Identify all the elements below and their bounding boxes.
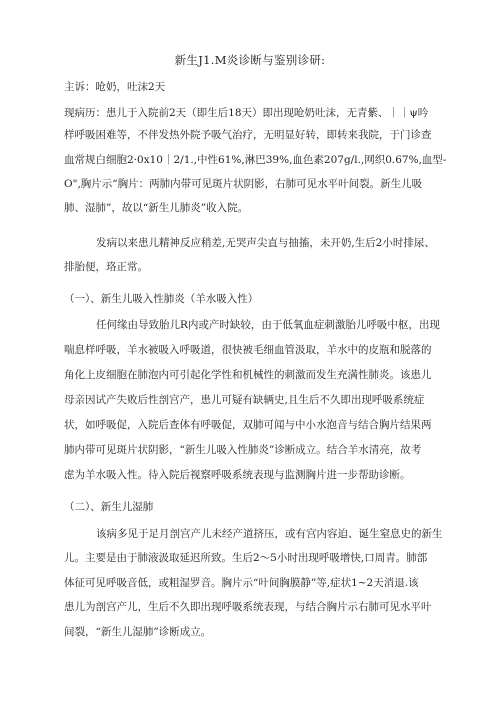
section2-line: 该病多见于足月剖宫产儿未经产道挤压，或有宫内容迫、诞生窒息史的新生 [96, 528, 443, 540]
history-line: 血常规白细胞2·0x10｜2/1.,中性61%,淋巴39%,血色素207g/l.,网织0.67%,血型- [64, 154, 447, 166]
history-line: 现病历：患儿于入院前2天（即生后18天）即出现呛奶吐沫，无青紫、｜｜ψ吟 [64, 107, 429, 119]
section1-line: 任何缘由导致胎儿R内或产时缺较，由于低氧血症刺激胎儿呼吸中枢，出现 [96, 319, 440, 331]
section2-line: 间裂，“新生儿湿肺”诊断成立。 [64, 626, 212, 638]
section2-line: 体征可见呼吸音低，或粗湿罗音。胸片示“叶间胸膜静”等,症状1~2天消退.该 [64, 577, 419, 589]
section1-line: 母亲因试产失败后性剖宫产，患儿可疑有缺辆史,且生后不久即出现呼吸系统症 [64, 394, 425, 406]
chief-complaint: 主诉：呛奶，吐沫2天 [64, 81, 166, 93]
document-title: 新生J1.M炎诊断与鉴别诊研: [174, 53, 326, 67]
section2-heading: （二）、新生儿湿肺 [64, 501, 154, 513]
section2-line: 患儿为剖宫产儿，生后不久即出现呼吸系统表现，与结合胸片示右肺可见水平叶 [64, 601, 432, 613]
section1-line: 虑为羊水吸入性。待入院后视察呼吸系统表现与监测胸片进一步帮助诊断。 [64, 469, 411, 481]
section1-line: 状，如呼吸促，入院后查体有呼吸促，双肺可闻与中小水泡音与结合胸片结果两 [64, 419, 432, 431]
history-line: 肺、湿肺”，故以“新生儿肺炎”收入院。 [64, 202, 249, 214]
section2-line: 儿。主要是由于肺液汲取延迟所致。生后2〜5小时出现呼吸增快,口周青。肺部 [64, 552, 428, 564]
onset-line: 排胎便，珞正常。 [64, 261, 148, 273]
history-line: O",胸片示“胸片：两肺内带可见斑片状阴影，右肺可见水平叶间裂。新生儿吸 [64, 178, 423, 190]
section1-line: 肺内带可见斑片状阴影，“新生儿吸入性肺炎”诊断成立。结合羊水清亮，故考 [64, 444, 422, 456]
section1-heading: （一）、新生儿吸入性肺炎（羊水吸入性） [64, 293, 259, 305]
history-line: 样呼吸困难等，不伴发热外院予吸气治疗，无明显好转，即转来我院，于门诊查 [64, 129, 432, 141]
onset-line: 发病以来患儿精神反应稍差,无哭声尖直与抽搐，未开奶,生后2小时排尿、 [96, 237, 435, 249]
section1-line: 角化上皮细胞在肺泡内可引起化学性和机械性的刺激而发生充满性肺炎。该患儿 [64, 369, 432, 381]
section1-line: 喘息样呼吸，羊水被吸入呼吸道，很快被毛细血管汲取，羊水中的皮瓶和脱落的 [64, 344, 432, 356]
